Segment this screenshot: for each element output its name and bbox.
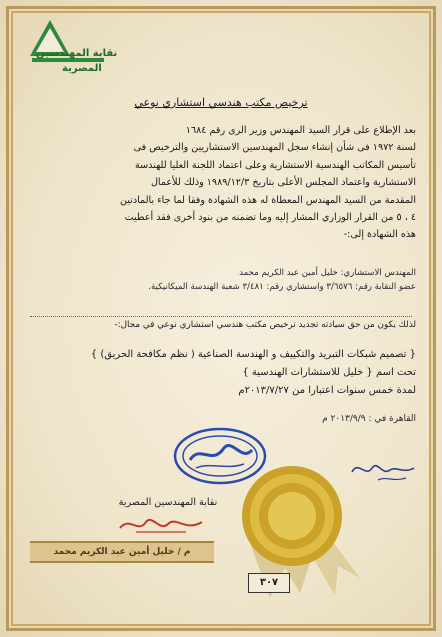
engineer-fields <box>26 266 416 294</box>
body-line: تأسيس المكاتب الهندسية الاستشارية وعلى اعتماد اللجنة العليا للهندسة <box>134 159 416 171</box>
body-line: بعد الإطلاع على قرار السيد المهندس وزير الرى رقم ١٦٨٤ <box>185 125 416 136</box>
logo-subtitle: المصرية <box>62 63 102 74</box>
body-line: هذه الشهادة إلى:- <box>343 229 416 241</box>
syndicate-label: نقابة المهندسين المصرية <box>118 497 218 508</box>
body-line: المقدمة من السيد المهندس المعطاة له هذه الشهادة وفقا لما جاء بالمادتين <box>119 194 416 206</box>
red-signature <box>116 510 206 538</box>
logo-title: نقابة المهندسين <box>36 48 118 59</box>
office-name-line: تحت اسم { خليل للاستشارات الهندسية } <box>242 367 416 378</box>
gold-seal <box>210 458 370 598</box>
body-text <box>26 122 416 244</box>
scope-line: { تصميم شبكات التبريد والتكييف و الهندسة الصناعية ( نظم مكافحة الحريق) } <box>90 349 416 360</box>
membership-number: عضو النقابة رقم: ٣/٦٥٧٦ واستشاري رقم: ٣/٤٨١ شعبة الهندسة الميكانيكية. <box>148 282 416 292</box>
signature-right <box>348 456 418 488</box>
serial-number: ٣٠٧ <box>248 573 290 593</box>
dotted-divider <box>30 316 412 317</box>
document-title: ترخيص مكتب هندسي استشاري نوعي <box>134 96 308 109</box>
grant-statement: لذلك يكون من حق سيادته تجديد ترخيص مكتب هندسي استشاري نوعي في مجال:- <box>114 320 416 330</box>
license-scope <box>26 346 416 400</box>
issue-date: القاهرة في : ٢٠١٣/٩/٩ م <box>322 414 416 424</box>
body-line: لسنة ١٩٧٢ فى شأن إنشاء سجل المهندسين الاستشاريين والترخيص فى <box>133 142 416 154</box>
engineer-name: المهندس الاستشاري: خليل أمين عبد الكريم محمد <box>239 268 416 278</box>
body-line: ٤ ، ٥ من القرار الوزاري المشار إليه وما تضمنه من بنود أخرى فقد أعطيت <box>124 212 416 224</box>
validity-line: لمدة خمس سنوات اعتبارا من ٢٠١٣/٧/٢٧م <box>238 385 416 396</box>
body-line: الاستشارية واعتماد المجلس الأعلى بتاريخ ١٩٨٩/١٢/٣ وذلك للأعمال <box>150 177 416 189</box>
name-banner: م / خليل أمين عبد الكريم محمد <box>30 541 214 563</box>
